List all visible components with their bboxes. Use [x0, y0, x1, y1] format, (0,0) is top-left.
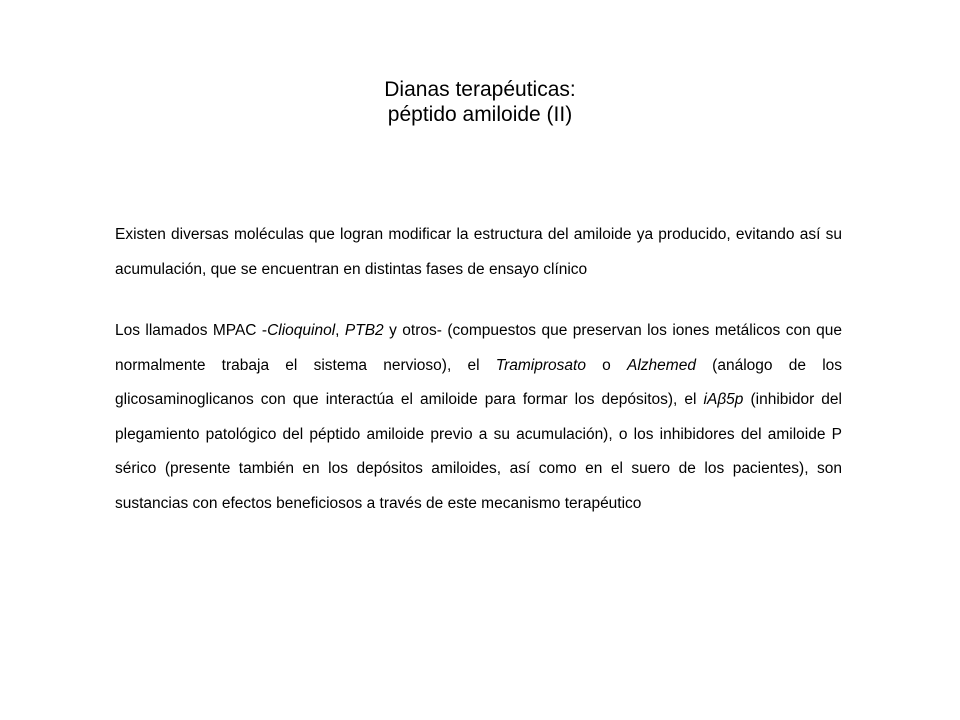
- paragraph-1: Existen diversas moléculas que logran modificar la estructura del amiloide ya producido, evitando así su acumulación, que se encuentran en distintas fases de ensayo clínico: [115, 226, 842, 278]
- paragraph-2-text-4: o: [585, 356, 628, 374]
- slide-title-line-1: Dianas terapéuticas:: [384, 78, 576, 101]
- slide-body: [115, 218, 842, 521]
- slide-title: [0, 77, 960, 127]
- paragraph-2-text-1: Los llamados MPAC -: [115, 322, 268, 339]
- paragraph-2-text-6: (inhibidor del plegamiento patológico del péptido amiloide previo a su acumulación), o los inhibidores del amiloide P sérico (presente también en los depósitos amiloides, así como en el suero de los pacientes), son sustancias con efectos beneficiosos a través de este mecanismo terapéutico: [115, 391, 842, 512]
- paragraph-2-text-3: y otros- (compuestos que preservan los iones metálicos con que normalmente trabaja el sistema nervioso), el: [115, 322, 842, 374]
- paragraph-2-text-2: ,: [335, 322, 345, 339]
- term-ptb2: PTB2: [344, 322, 384, 339]
- term-tramiprosato: Tramiprosato: [495, 356, 586, 374]
- slide-title-line-2: péptido amiloide (II): [387, 103, 573, 126]
- term-clioquinol: Clioquinol: [267, 322, 336, 339]
- paragraph-2: [115, 314, 842, 521]
- term-iab5p: iAβ5p: [703, 391, 744, 408]
- paragraph-2-text-5: (análogo de los glicosaminoglicanos con que interactúa el amiloide para formar los depósitos), el: [115, 356, 843, 408]
- term-alzhemed: Alzhemed: [627, 356, 696, 374]
